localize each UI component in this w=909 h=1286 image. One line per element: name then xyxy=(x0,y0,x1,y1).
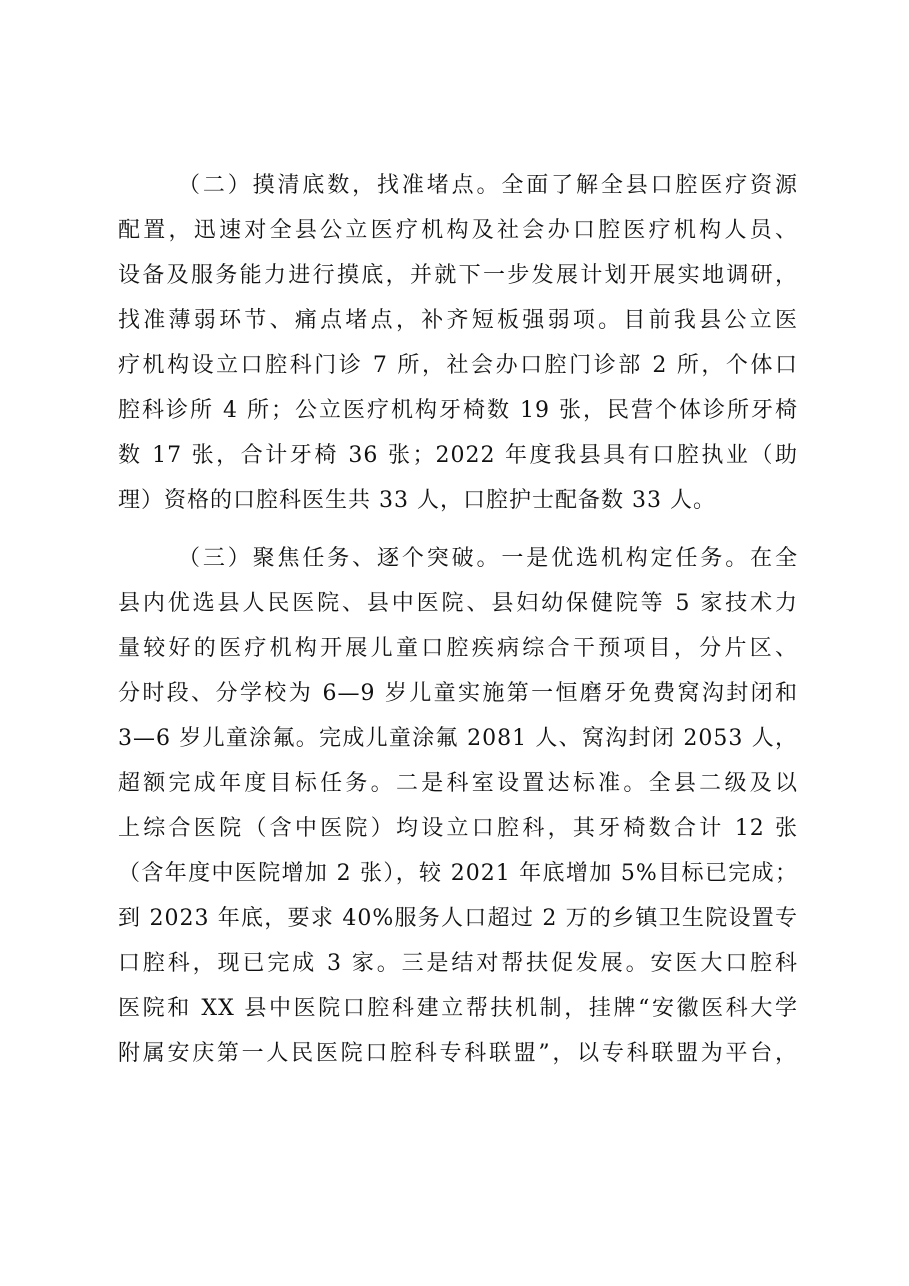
text-line: 理）资格的口腔科医生共 33 人，口腔护士配备数 33 人。 xyxy=(118,488,716,513)
text-line: 找准薄弱环节、痛点堵点，补齐短板强弱项。目前我县公立医 xyxy=(118,308,798,333)
text-line: 疗机构设立口腔科门诊 7 所，社会办口腔门诊部 2 所，个体口 xyxy=(118,353,798,378)
text-line: 医院和 XX 县中医院口腔科建立帮扶机制，挂牌“安徽医科大学 xyxy=(118,996,798,1021)
text-line: （三）聚焦任务、逐个突破。一是优选机构定任务。在全 xyxy=(178,546,798,571)
text-line: 设备及服务能力进行摸底，并就下一步发展计划开展实地调研， xyxy=(118,263,798,288)
text-line: 数 17 张，合计牙椅 36 张；2022 年度我县具有口腔执业（助 xyxy=(118,443,798,468)
text-line: 超额完成年度目标任务。二是科室设置达标准。全县二级及以 xyxy=(118,771,798,796)
text-line: 3—6 岁儿童涂氟。完成儿童涂氟 2081 人、窝沟封闭 2053 人， xyxy=(118,726,798,751)
text-line: （含年度中医院增加 2 张），较 2021 年底增加 5%目标已完成； xyxy=(118,861,798,886)
text-line: 附属安庆第一人民医院口腔科专科联盟”，以专科联盟为平台， xyxy=(118,1041,798,1066)
text-line: 腔科诊所 4 所；公立医疗机构牙椅数 19 张，民营个体诊所牙椅 xyxy=(118,398,798,423)
text-line: 量较好的医疗机构开展儿童口腔疾病综合干预项目，分片区、 xyxy=(118,636,798,661)
text-line: 分时段、分学校为 6—9 岁儿童实施第一恒磨牙免费窝沟封闭和 xyxy=(118,681,798,706)
text-line: 口腔科，现已完成 3 家。三是结对帮扶促发展。安医大口腔科 xyxy=(118,951,798,976)
text-line: 上综合医院（含中医院）均设立口腔科，其牙椅数合计 12 张 xyxy=(118,816,798,841)
text-line: 到 2023 年底，要求 40%服务人口超过 2 万的乡镇卫生院设置专 xyxy=(118,906,798,931)
text-line: 配置，迅速对全县公立医疗机构及社会办口腔医疗机构人员、 xyxy=(118,218,798,243)
text-line: 县内优选县人民医院、县中医院、县妇幼保健院等 5 家技术力 xyxy=(118,591,798,616)
text-line: （二）摸清底数，找准堵点。全面了解全县口腔医疗资源 xyxy=(178,173,798,198)
